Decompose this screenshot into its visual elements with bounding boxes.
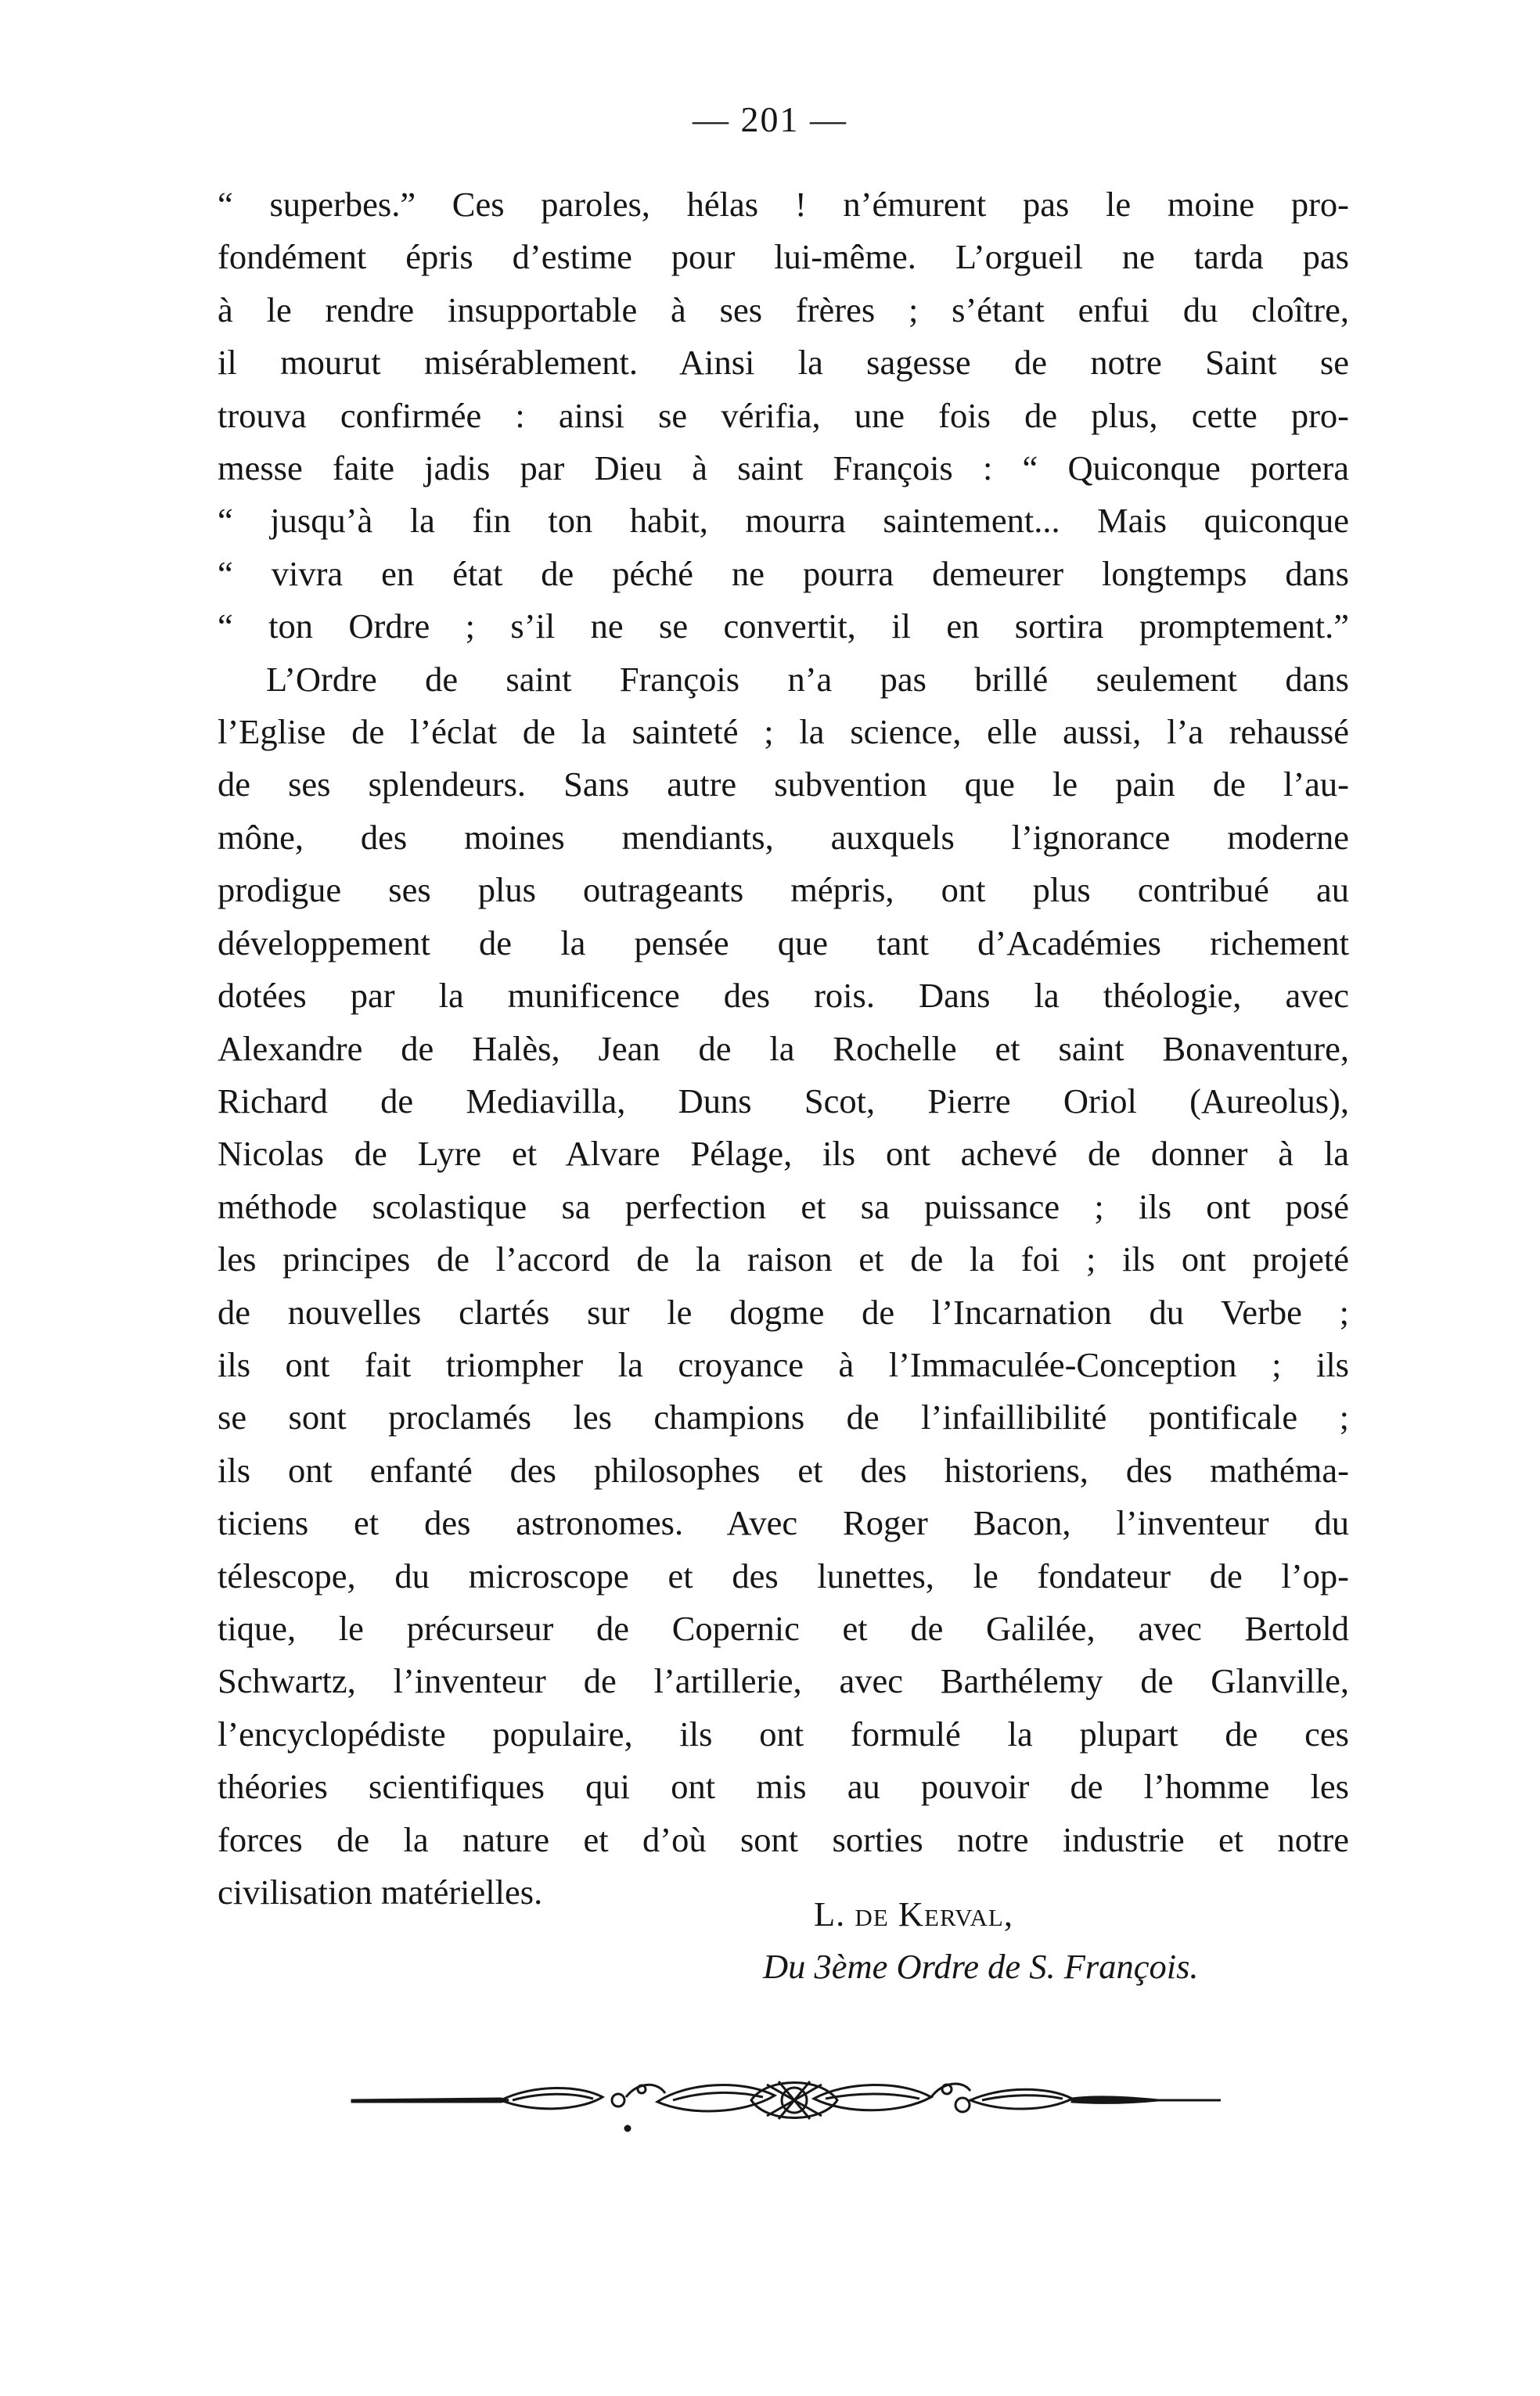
text-line: Richard de Mediavilla, Duns Scot, Pierre Oriol (Aureolus),	[218, 1081, 1349, 1121]
text-line: l’encyclopédiste populaire, ils ont formulé la plupart de ces	[218, 1714, 1349, 1754]
text-line: Schwartz, l’inventeur de l’artillerie, avec Barthélemy de Glanville,	[218, 1661, 1349, 1701]
text-line: fondément épris d’estime pour lui-même. L’orgueil ne tarda pas	[218, 237, 1349, 277]
text-line: forces de la nature et d’où sont sorties notre industrie et notre	[218, 1819, 1349, 1859]
paragraph-end-line: civilisation matérielles.	[218, 1873, 543, 1912]
page-number: — 201 —	[693, 99, 847, 139]
text-line: tique, le précurseur de Copernic et de Galilée, avec Bertold	[218, 1608, 1349, 1648]
text-line: les principes de l’accord de la raison et de la foi ; ils ont projeté	[218, 1239, 1349, 1279]
text-line: développement de la pensée que tant d’Académies richement	[218, 923, 1349, 962]
text-line: de ses splendeurs. Sans autre subvention que le pain de l’au-	[218, 764, 1349, 804]
text-line: Nicolas de Lyre et Alvare Pélage, ils ont achevé de donner à la	[218, 1134, 1349, 1174]
text-line: dotées par la munificence des rois. Dans la théologie, avec	[218, 976, 1349, 1016]
text-line: à le rendre insupportable à ses frères ; s’étant enfui du cloître,	[218, 290, 1349, 329]
text-line: “ vivra en état de péché ne pourra demeurer longtemps dans	[218, 553, 1349, 593]
text-line: méthode scolastique sa perfection et sa puissance ; ils ont posé	[218, 1186, 1349, 1226]
text-line: Alexandre de Halès, Jean de la Rochelle et saint Bonaventure,	[218, 1028, 1349, 1068]
text-line: ticiens et des astronomes. Avec Roger Bacon, l’inventeur du	[218, 1503, 1349, 1543]
text-line: il mourut misérablement. Ainsi la sagesse de notre Saint se	[218, 343, 1349, 383]
text-line: “ ton Ordre ; s’il ne se convertit, il en sortira promptement.”	[218, 606, 1349, 646]
paragraph-start-line: L’Ordre de saint François n’a pas brillé seulement dans	[266, 659, 1349, 699]
text-line: “ jusqu’à la fin ton habit, mourra saintement... Mais quiconque	[218, 501, 1349, 541]
decorative-tailpiece-icon	[344, 2050, 1236, 2144]
text-line: mône, des moines mendiants, auxquels l’ignorance moderne	[218, 817, 1349, 857]
body-text	[218, 178, 1349, 1919]
text-line: messe faite jadis par Dieu à saint François : “ Quiconque portera	[218, 448, 1349, 488]
text-line: télescope, du microscope et des lunettes, le fondateur de l’op-	[218, 1556, 1349, 1596]
author-signature: L. de Kerval,	[814, 1894, 1013, 1934]
text-line: de nouvelles clartés sur le dogme de l’Incarnation du Verbe ;	[218, 1292, 1349, 1332]
text-line: se sont proclamés les champions de l’infaillibilité pontificale ;	[218, 1398, 1349, 1437]
text-line: “ superbes.” Ces paroles, hélas ! n’émurent pas le moine pro-	[218, 185, 1349, 224]
text-line: ils ont enfanté des philosophes et des historiens, des mathéma-	[218, 1450, 1349, 1490]
text-line: ils ont fait triompher la croyance à l’Immaculée-Conception ; ils	[218, 1344, 1349, 1384]
author-affiliation: Du 3ème Ordre de S. François.	[763, 1947, 1199, 1986]
text-line: prodigue ses plus outrageants mépris, ont plus contribué au	[218, 870, 1349, 910]
text-line: trouva confirmée : ainsi se vérifia, une fois de plus, cette pro-	[218, 395, 1349, 435]
text-line: théories scientifiques qui ont mis au pouvoir de l’homme les	[218, 1767, 1349, 1807]
text-line: l’Eglise de l’éclat de la sainteté ; la science, elle aussi, l’a rehaussé	[218, 712, 1349, 752]
